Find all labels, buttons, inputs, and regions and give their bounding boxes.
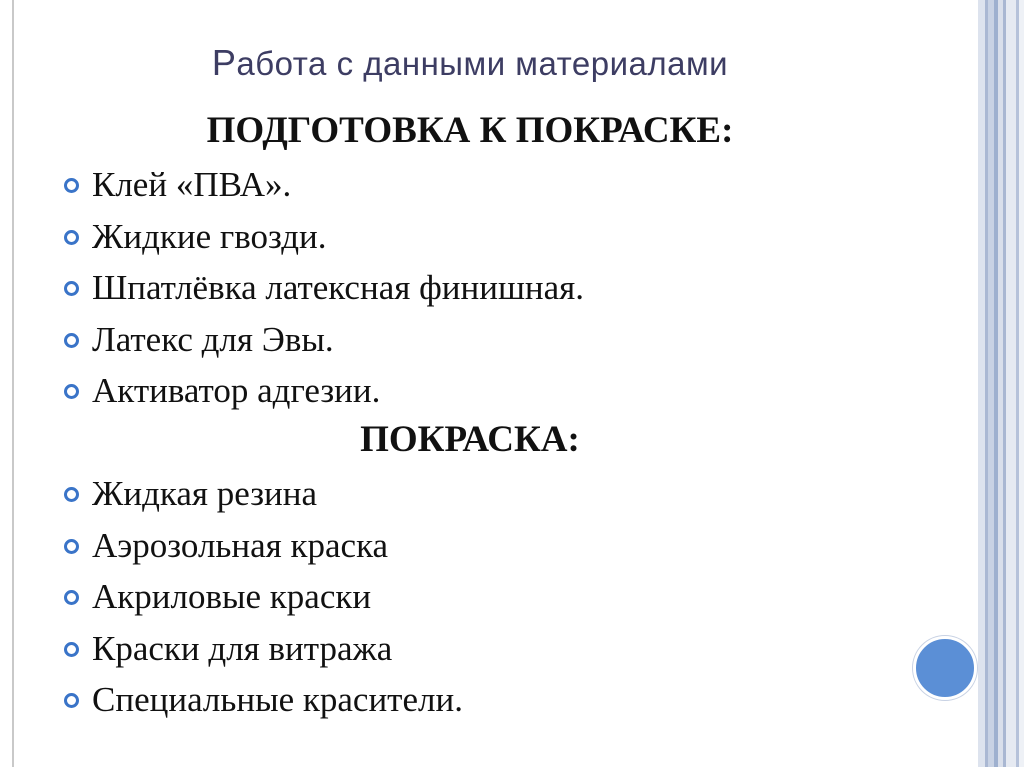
slide-title	[0, 42, 940, 84]
ring-bullet-icon	[64, 642, 79, 657]
ring-bullet-icon	[64, 539, 79, 554]
list-item	[62, 468, 463, 520]
list-item-text: Латекс для Эвы.	[92, 319, 334, 359]
ring-bullet-icon	[64, 487, 79, 502]
list-item	[62, 674, 463, 726]
list-item	[62, 262, 584, 314]
ring-bullet-icon	[64, 384, 79, 399]
decor-circle-icon	[913, 636, 977, 700]
list-item-text: Аэрозольная краска	[92, 525, 389, 565]
list-item	[62, 571, 463, 623]
right-stripe	[978, 0, 985, 767]
ring-bullet-icon	[64, 281, 79, 296]
right-stripe	[1006, 0, 1016, 767]
list-item-text: Краски для витража	[92, 628, 393, 668]
list-item	[62, 159, 584, 211]
list-item	[62, 520, 463, 572]
painting-list	[62, 468, 463, 726]
ring-bullet-icon	[64, 230, 79, 245]
list-item	[62, 211, 584, 263]
list-item-text: Активатор адгезии.	[92, 371, 381, 410]
list-item-text: Клей «ПВА».	[92, 165, 292, 204]
list-item-text: Специальные красители.	[92, 680, 463, 719]
ring-bullet-icon	[64, 590, 79, 605]
right-stripe	[1019, 0, 1024, 767]
list-item-text: Жидкие гвозди.	[92, 216, 327, 256]
preparation-list	[62, 159, 584, 417]
list-item-text: Шпатлёвка латексная финишная.	[92, 268, 585, 307]
ring-bullet-icon	[64, 333, 79, 348]
list-item-text: Акриловые краски	[92, 577, 372, 616]
list-item	[62, 365, 584, 417]
list-item	[62, 314, 584, 366]
ring-bullet-icon	[64, 693, 79, 708]
ring-bullet-icon	[64, 178, 79, 193]
slide-title-rest: абота с данными материалами	[236, 45, 729, 82]
slide-title-initial: Р	[211, 42, 237, 83]
section-heading-preparation: ПОДГОТОВКА К ПОКРАСКЕ:	[206, 110, 734, 151]
list-item	[62, 623, 463, 675]
list-item-text: Жидкая резина	[92, 474, 318, 513]
section-heading-painting: ПОКРАСКА:	[360, 419, 580, 460]
